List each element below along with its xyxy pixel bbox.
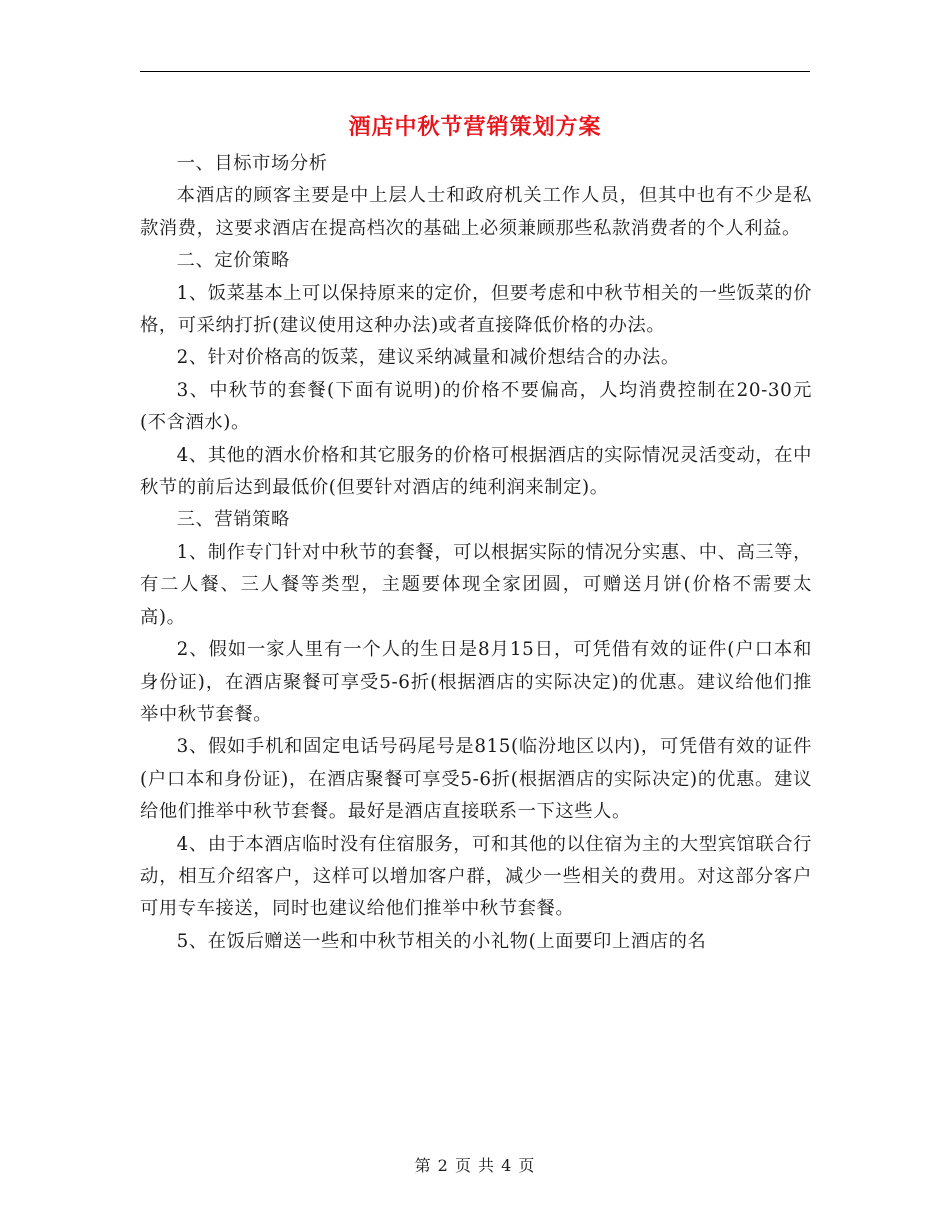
section-heading: 三、营销策略 — [176, 509, 290, 531]
section-heading: 一、目标市场分析 — [176, 153, 328, 174]
section-heading: 二、定价策略 — [176, 250, 290, 272]
document-title: 酒店中秋节营销策划方案 — [348, 114, 602, 140]
paragraph: 1、饭菜基本上可以保持原来的定价，但要考虑和中秋节相关的一些饭菜的价格，可采纳打折(建议使用这种办法)或者直接降低价格的办法。 — [140, 282, 812, 337]
paragraph: 4、其他的酒水价格和其它服务的价格可根据酒店的实际情况灵活变动，在中秋节的前后达到最低价(但要针对酒店的纯利润来制定)。 — [140, 444, 812, 499]
paragraph: 2、针对价格高的饭菜，建议采纳减量和减价想结合的办法。 — [176, 347, 680, 369]
header-rule — [140, 71, 810, 72]
paragraph: 本酒店的顾客主要是中上层人士和政府机关工作人员，但其中也有不少是私款消费，这要求酒店在提高档次的基础上必须兼顾那些私款消费者的个人利益。 — [140, 185, 812, 239]
page-number: 第 2 页 共 4 页 — [414, 1156, 536, 1175]
paragraph: 4、由于本酒店临时没有住宿服务，可和其他的以住宿为主的大型宾馆联合行动，相互介绍客户，这样可以增加客户群，减少一些相关的费用。对这部分客户可用专车接送，同时也建议给他们推举中秋节套餐。 — [140, 833, 812, 920]
paragraph: 2、假如一家人里有一个人的生日是8月15日，可凭借有效的证件(户口本和身份证)，在酒店聚餐可享受5-6折(根据酒店的实际决定)的优惠。建议给他们推举中秋节套餐。 — [140, 639, 812, 725]
paragraph: 3、假如手机和固定电话号码尾号是815(临汾地区以内)，可凭借有效的证件(户口本和身份证)，在酒店聚餐可享受5-6折(根据酒店的实际决定)的优惠。建议给他们推举中秋节套餐。最好是酒店直接联系一下这些人。 — [140, 736, 812, 823]
paragraph: 1、制作专门针对中秋节的套餐，可以根据实际的情况分实惠、中、高三等，有二人餐、三人餐等类型，主题要体现全家团圆，可赠送月饼(价格不需要太高)。 — [140, 541, 812, 628]
paragraph: 3、中秋节的套餐(下面有说明)的价格不要偏高，人均消费控制在20-30元(不含酒水)。 — [140, 379, 812, 434]
paragraph: 5、在饭后赠送一些和中秋节相关的小礼物(上面要印上酒店的名 — [176, 930, 707, 952]
document-body — [140, 148, 812, 958]
